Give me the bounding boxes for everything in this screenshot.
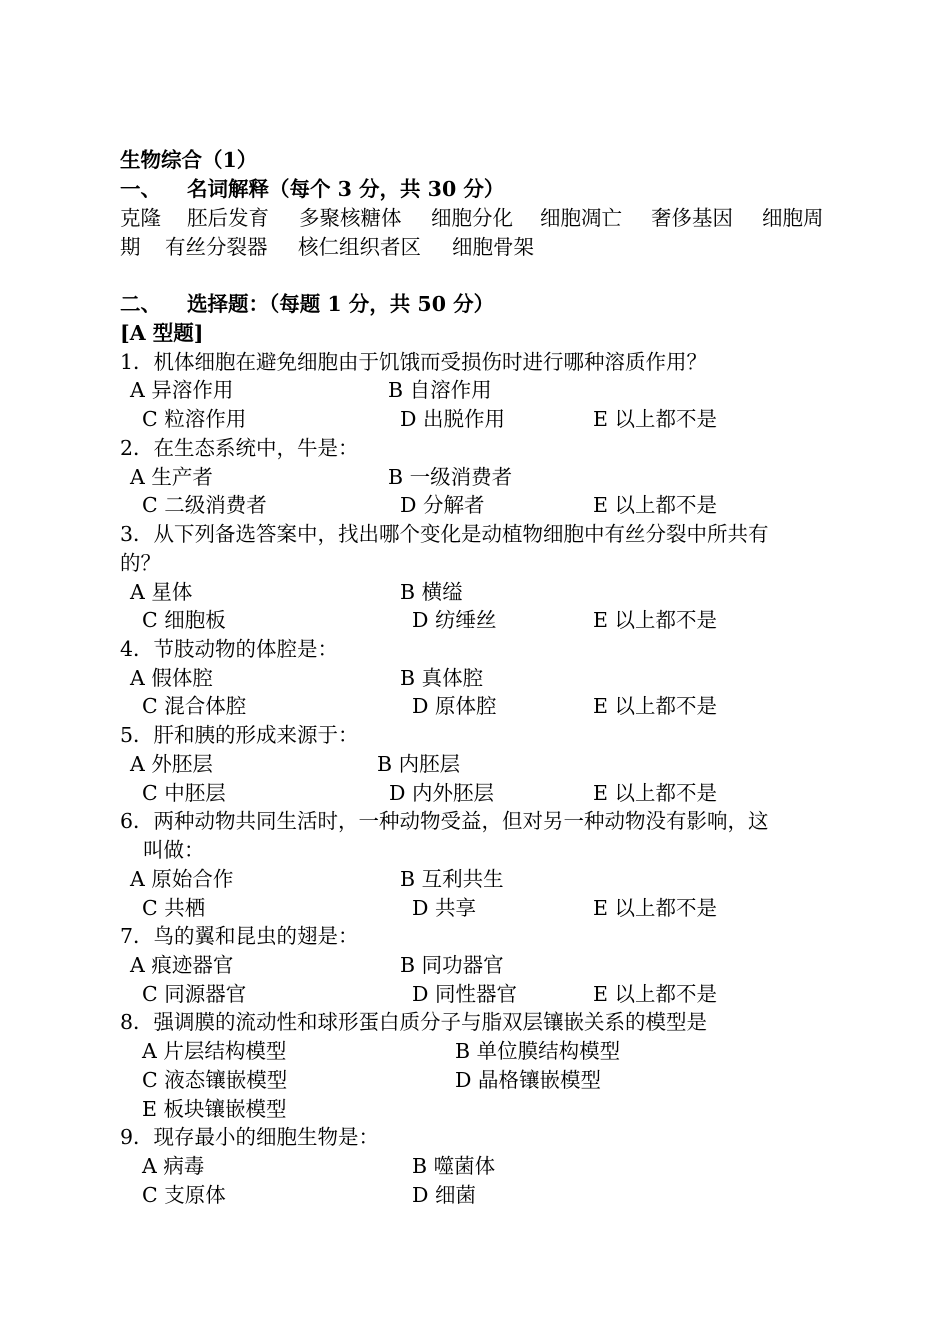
question-type-label: [A 型题]	[120, 321, 204, 345]
option-c: C 细胞板	[142, 608, 226, 632]
option-b: B 单位膜结构模型	[455, 1039, 621, 1063]
question-stem-continued: 的？	[120, 551, 161, 575]
option-d: D 细菌	[412, 1183, 476, 1207]
question-stem: 5．肝和胰的形成来源于：	[120, 723, 359, 747]
option-d: D 晶格镶嵌模型	[455, 1068, 601, 1092]
option-d: D 出脱作用	[400, 407, 505, 431]
option-b: B 互利共生	[400, 867, 504, 891]
term: 多聚核糖体	[299, 206, 402, 230]
option-a: A 生产者	[130, 465, 213, 489]
option-e: E 以上都不是	[593, 982, 717, 1006]
option-b: B 真体腔	[400, 666, 484, 690]
question-stem: 2．在生态系统中，牛是：	[120, 436, 359, 460]
question-stem: 4．节肢动物的体腔是：	[120, 637, 339, 661]
term: 核仁组织者区	[298, 235, 421, 259]
term: 克隆	[120, 206, 161, 230]
section-2-heading: 选择题：（每题 1 分，共 50 分）	[187, 292, 495, 316]
question-stem: 3．从下列备选答案中，找出哪个变化是动植物细胞中有丝分裂中所共有	[120, 522, 769, 546]
option-b: B 内胚层	[377, 752, 461, 776]
option-b: B 同功器官	[400, 953, 504, 977]
option-d: D 原体腔	[412, 694, 497, 718]
question-stem: 6．两种动物共同生活时，一种动物受益，但对另一种动物没有影响，这	[120, 809, 769, 833]
option-a: A 病毒	[142, 1154, 205, 1178]
option-b: B 一级消费者	[388, 465, 513, 489]
question-stem: 8．强调膜的流动性和球形蛋白质分子与脂双层镶嵌关系的模型是	[120, 1010, 708, 1034]
question-stem-continued: 叫做：	[143, 838, 205, 862]
section-1-number: 一、	[120, 177, 161, 201]
document-title: 生物综合（1）	[120, 148, 258, 172]
option-d: D 共享	[412, 896, 476, 920]
option-a: A 片层结构模型	[142, 1039, 287, 1063]
option-d: D 纺缍丝	[412, 608, 497, 632]
option-d: D 分解者	[400, 493, 485, 517]
question-stem: 1．机体细胞在避免细胞由于饥饿而受损伤时进行哪种溶质作用？	[120, 350, 708, 374]
term: 奢侈基因	[651, 206, 733, 230]
option-c: C 同源器官	[142, 982, 247, 1006]
option-c: C 中胚层	[142, 781, 226, 805]
option-e: E 以上都不是	[593, 781, 717, 805]
option-c: C 液态镶嵌模型	[142, 1068, 288, 1092]
option-e: E 板块镶嵌模型	[142, 1097, 287, 1121]
option-a: A 星体	[130, 580, 193, 604]
section-1-heading: 名词解释（每个 3 分，共 30 分）	[187, 177, 505, 201]
option-e: E 以上都不是	[593, 493, 717, 517]
term: 细胞凋亡	[540, 206, 622, 230]
option-c: C 共栖	[142, 896, 206, 920]
option-c: C 支原体	[142, 1183, 226, 1207]
option-c: C 混合体腔	[142, 694, 247, 718]
term: 细胞分化	[431, 206, 513, 230]
section-2-number: 二、	[120, 292, 161, 316]
option-a: A 假体腔	[130, 666, 213, 690]
option-e: E 以上都不是	[593, 694, 717, 718]
option-b: B 横缢	[400, 580, 463, 604]
option-e: E 以上都不是	[593, 608, 717, 632]
option-c: C 粒溶作用	[142, 407, 247, 431]
option-e: E 以上都不是	[593, 407, 717, 431]
option-e: E 以上都不是	[593, 896, 717, 920]
option-c: C 二级消费者	[142, 493, 267, 517]
term: 胚后发育	[187, 206, 269, 230]
option-b: B 自溶作用	[388, 378, 492, 402]
question-stem: 7．鸟的翼和昆虫的翅是：	[120, 924, 359, 948]
option-d: D 同性器官	[412, 982, 517, 1006]
option-a: A 原始合作	[130, 867, 234, 891]
option-a: A 异溶作用	[130, 378, 234, 402]
option-b: B 噬菌体	[412, 1154, 496, 1178]
term: 细胞骨架	[452, 235, 534, 259]
option-d: D 内外胚层	[389, 781, 494, 805]
term: 细胞周	[762, 206, 824, 230]
option-a: A 外胚层	[130, 752, 213, 776]
option-a: A 痕迹器官	[130, 953, 234, 977]
question-stem: 9．现存最小的细胞生物是：	[120, 1125, 380, 1149]
term: 有丝分裂器	[165, 235, 268, 259]
term: 期	[120, 235, 141, 259]
